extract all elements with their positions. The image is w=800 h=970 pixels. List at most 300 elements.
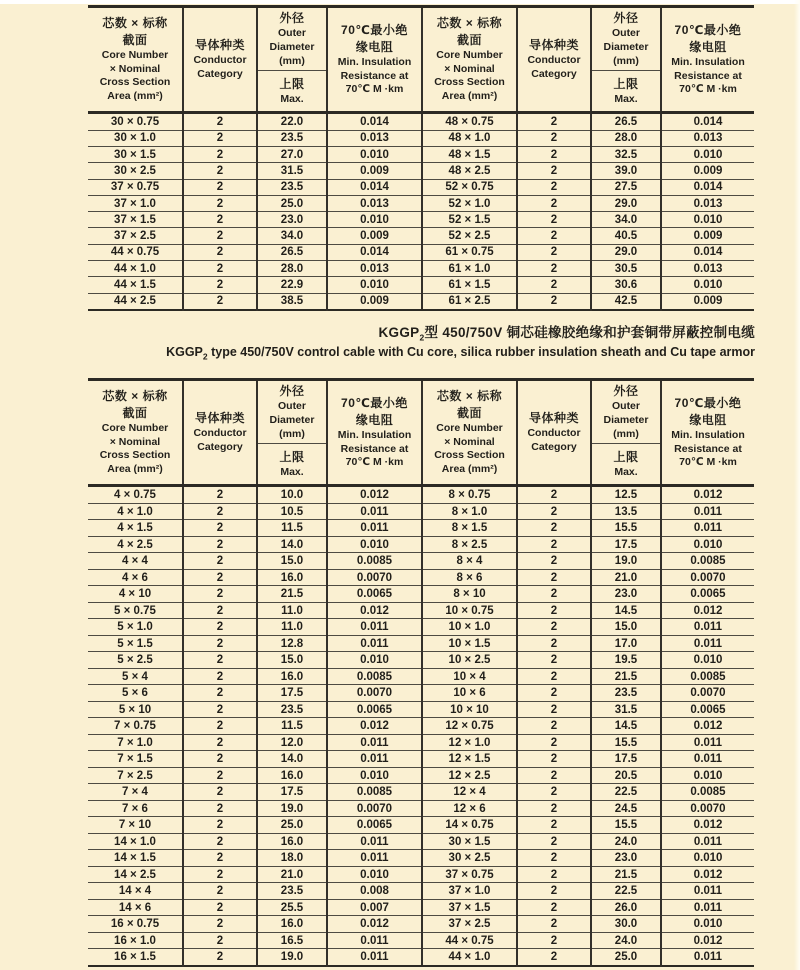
diameter-cell: 30.6 bbox=[591, 277, 661, 293]
spec-cell: 8 × 4 bbox=[422, 553, 517, 570]
resistance-cell: 0.012 bbox=[661, 718, 754, 735]
header-line: 70℃ M ·km bbox=[679, 456, 737, 469]
diameter-cell: 10.5 bbox=[257, 503, 327, 520]
table-row bbox=[88, 113, 421, 130]
category-cell: 2 bbox=[183, 932, 257, 949]
resistance-cell: 0.014 bbox=[327, 179, 421, 195]
header-line: Min. Insulation bbox=[671, 428, 745, 441]
spec-cell: 48 × 1.0 bbox=[422, 130, 517, 146]
resistance-cell: 0.013 bbox=[661, 261, 754, 277]
col-header-conductor-category bbox=[183, 380, 257, 486]
header-line: (mm) bbox=[279, 427, 305, 440]
diameter-cell: 20.5 bbox=[591, 767, 661, 784]
resistance-cell: 0.014 bbox=[661, 244, 754, 260]
diameter-cell: 11.5 bbox=[257, 718, 327, 735]
section-heading bbox=[166, 323, 755, 363]
category-cell: 2 bbox=[517, 277, 591, 293]
spec-cell: 5 × 0.75 bbox=[88, 602, 183, 619]
table-row bbox=[88, 520, 421, 537]
header-line: Outer bbox=[277, 399, 306, 412]
col-header-outer-diameter bbox=[257, 380, 327, 444]
table-row bbox=[422, 486, 754, 504]
spec-cell: 44 × 1.0 bbox=[88, 261, 183, 277]
resistance-cell: 0.009 bbox=[661, 163, 754, 179]
resistance-cell: 0.014 bbox=[661, 113, 754, 130]
col-header-max-limit bbox=[257, 71, 327, 113]
category-cell: 2 bbox=[183, 767, 257, 784]
category-cell: 2 bbox=[183, 718, 257, 735]
col-header-min-insulation-resistance bbox=[661, 7, 754, 113]
category-cell: 2 bbox=[183, 179, 257, 195]
header-line: 芯数 × 标称 bbox=[102, 16, 168, 31]
spec-cell: 10 × 0.75 bbox=[422, 602, 517, 619]
table-row bbox=[88, 652, 421, 669]
resistance-cell: 0.0070 bbox=[661, 685, 754, 702]
header-line: Area (mm²) bbox=[441, 463, 498, 476]
diameter-cell: 25.0 bbox=[257, 817, 327, 834]
table-row bbox=[88, 850, 421, 867]
table-row bbox=[88, 553, 421, 570]
resistance-cell: 0.0085 bbox=[327, 553, 421, 570]
table-row bbox=[88, 536, 421, 553]
header-line: 导体种类 bbox=[528, 411, 579, 426]
diameter-cell: 17.5 bbox=[591, 751, 661, 768]
diameter-cell: 18.0 bbox=[257, 850, 327, 867]
diameter-cell: 19.0 bbox=[591, 553, 661, 570]
diameter-cell: 26.0 bbox=[591, 899, 661, 916]
spec-cell: 30 × 1.0 bbox=[88, 130, 183, 146]
resistance-cell: 0.013 bbox=[327, 261, 421, 277]
resistance-cell: 0.011 bbox=[327, 635, 421, 652]
resistance-cell: 0.012 bbox=[327, 718, 421, 735]
resistance-cell: 0.010 bbox=[327, 652, 421, 669]
diameter-cell: 14.5 bbox=[591, 602, 661, 619]
col-header-conductor-category bbox=[517, 380, 591, 486]
diameter-cell: 22.9 bbox=[257, 277, 327, 293]
diameter-cell: 23.5 bbox=[591, 685, 661, 702]
spec-cell: 5 × 1.0 bbox=[88, 619, 183, 636]
resistance-cell: 0.013 bbox=[661, 130, 754, 146]
spec-cell: 37 × 0.75 bbox=[88, 179, 183, 195]
diameter-cell: 40.5 bbox=[591, 228, 661, 244]
header-line: 上限 bbox=[279, 450, 305, 465]
resistance-cell: 0.012 bbox=[661, 817, 754, 834]
header-line: Diameter bbox=[603, 413, 649, 426]
cable-spec-table-bottom bbox=[88, 378, 755, 967]
spec-cell: 14 × 4 bbox=[88, 883, 183, 900]
resistance-cell: 0.012 bbox=[327, 916, 421, 933]
spec-cell: 37 × 1.0 bbox=[422, 883, 517, 900]
resistance-cell: 0.013 bbox=[327, 195, 421, 211]
spec-cell: 30 × 2.5 bbox=[422, 850, 517, 867]
category-cell: 2 bbox=[183, 277, 257, 293]
table-row bbox=[422, 277, 754, 293]
diameter-cell: 26.5 bbox=[591, 113, 661, 130]
spec-cell: 7 × 2.5 bbox=[88, 767, 183, 784]
category-cell: 2 bbox=[183, 701, 257, 718]
diameter-cell: 30.5 bbox=[591, 261, 661, 277]
diameter-cell: 27.0 bbox=[257, 146, 327, 162]
category-cell: 2 bbox=[183, 261, 257, 277]
table-row bbox=[422, 179, 754, 195]
header-line: Outer bbox=[277, 26, 306, 39]
diameter-cell: 24.0 bbox=[591, 833, 661, 850]
header-line: 缘电阻 bbox=[355, 412, 394, 427]
header-line: 上限 bbox=[613, 77, 639, 92]
resistance-cell: 0.010 bbox=[661, 277, 754, 293]
table-row bbox=[422, 899, 754, 916]
spec-cell: 52 × 2.5 bbox=[422, 228, 517, 244]
diameter-cell: 12.5 bbox=[591, 486, 661, 504]
spec-cell: 48 × 0.75 bbox=[422, 113, 517, 130]
table-row bbox=[88, 916, 421, 933]
category-cell: 2 bbox=[517, 685, 591, 702]
table-row bbox=[422, 195, 754, 211]
category-cell: 2 bbox=[183, 503, 257, 520]
diameter-cell: 21.5 bbox=[591, 866, 661, 883]
category-cell: 2 bbox=[183, 586, 257, 603]
resistance-cell: 0.0065 bbox=[327, 701, 421, 718]
spec-cell: 48 × 1.5 bbox=[422, 146, 517, 162]
diameter-cell: 15.0 bbox=[257, 652, 327, 669]
spec-cell: 44 × 2.5 bbox=[88, 293, 183, 310]
spec-cell: 44 × 1.0 bbox=[422, 949, 517, 966]
resistance-cell: 0.0070 bbox=[327, 800, 421, 817]
header-line: Area (mm²) bbox=[107, 90, 163, 103]
table-row bbox=[88, 866, 421, 883]
resistance-cell: 0.010 bbox=[327, 212, 421, 228]
resistance-cell: 0.011 bbox=[327, 833, 421, 850]
table-row bbox=[88, 718, 421, 735]
header-line: Category bbox=[531, 441, 577, 454]
category-cell: 2 bbox=[183, 113, 257, 130]
header-line: 缘电阻 bbox=[689, 39, 727, 54]
header-line: Diameter bbox=[269, 413, 315, 426]
diameter-cell: 19.0 bbox=[257, 800, 327, 817]
table-row bbox=[422, 146, 754, 162]
header-line: Core Number bbox=[436, 48, 503, 61]
resistance-cell: 0.011 bbox=[661, 520, 754, 537]
resistance-cell: 0.010 bbox=[327, 866, 421, 883]
diameter-cell: 21.5 bbox=[257, 586, 327, 603]
category-cell: 2 bbox=[517, 701, 591, 718]
resistance-cell: 0.010 bbox=[661, 916, 754, 933]
resistance-cell: 0.011 bbox=[327, 949, 421, 966]
spec-cell: 7 × 1.5 bbox=[88, 751, 183, 768]
category-cell: 2 bbox=[183, 195, 257, 211]
resistance-cell: 0.011 bbox=[661, 751, 754, 768]
header-line: 70℃ M ·km bbox=[679, 83, 737, 96]
table-row bbox=[422, 833, 754, 850]
diameter-cell: 17.5 bbox=[257, 685, 327, 702]
table-row bbox=[422, 850, 754, 867]
diameter-cell: 25.0 bbox=[591, 949, 661, 966]
category-cell: 2 bbox=[183, 146, 257, 162]
category-cell: 2 bbox=[183, 833, 257, 850]
resistance-cell: 0.013 bbox=[661, 195, 754, 211]
category-cell: 2 bbox=[517, 146, 591, 162]
resistance-cell: 0.011 bbox=[661, 883, 754, 900]
spec-cell: 52 × 1.5 bbox=[422, 212, 517, 228]
header-line: Min. Insulation bbox=[671, 55, 745, 68]
table-row bbox=[88, 635, 421, 652]
spec-cell: 8 × 0.75 bbox=[422, 486, 517, 504]
table-row bbox=[422, 883, 754, 900]
resistance-cell: 0.012 bbox=[661, 602, 754, 619]
category-cell: 2 bbox=[183, 817, 257, 834]
category-cell: 2 bbox=[183, 668, 257, 685]
diameter-cell: 39.0 bbox=[591, 163, 661, 179]
table-row bbox=[422, 866, 754, 883]
diameter-cell: 24.5 bbox=[591, 800, 661, 817]
diameter-cell: 22.5 bbox=[591, 784, 661, 801]
resistance-cell: 0.0085 bbox=[327, 784, 421, 801]
category-cell: 2 bbox=[517, 228, 591, 244]
header-line: 截面 bbox=[456, 405, 482, 420]
spec-cell: 7 × 0.75 bbox=[88, 718, 183, 735]
diameter-cell: 23.0 bbox=[591, 586, 661, 603]
table-row bbox=[422, 932, 754, 949]
category-cell: 2 bbox=[517, 261, 591, 277]
diameter-cell: 16.0 bbox=[257, 668, 327, 685]
category-cell: 2 bbox=[517, 668, 591, 685]
diameter-cell: 32.5 bbox=[591, 146, 661, 162]
category-cell: 2 bbox=[183, 916, 257, 933]
col-header-outer-diameter bbox=[591, 7, 661, 71]
category-cell: 2 bbox=[517, 784, 591, 801]
col-header-conductor-category bbox=[517, 7, 591, 113]
spec-cell: 10 × 2.5 bbox=[422, 652, 517, 669]
table-row bbox=[88, 619, 421, 636]
category-cell: 2 bbox=[517, 586, 591, 603]
table-row bbox=[422, 602, 754, 619]
header-line: 外径 bbox=[279, 11, 305, 25]
diameter-cell: 29.0 bbox=[591, 244, 661, 260]
header-line: 截面 bbox=[122, 32, 148, 47]
spec-cell: 37 × 1.5 bbox=[88, 212, 183, 228]
resistance-cell: 0.011 bbox=[661, 899, 754, 916]
table-row bbox=[422, 503, 754, 520]
diameter-cell: 12.0 bbox=[257, 734, 327, 751]
resistance-cell: 0.010 bbox=[327, 767, 421, 784]
table-row bbox=[422, 701, 754, 718]
spec-cell: 4 × 2.5 bbox=[88, 536, 183, 553]
spec-cell: 10 × 10 bbox=[422, 701, 517, 718]
category-cell: 2 bbox=[517, 212, 591, 228]
table-row bbox=[88, 701, 421, 718]
spec-cell: 7 × 6 bbox=[88, 800, 183, 817]
diameter-cell: 19.0 bbox=[257, 949, 327, 966]
category-cell: 2 bbox=[183, 244, 257, 260]
spec-cell: 10 × 4 bbox=[422, 668, 517, 685]
resistance-cell: 0.009 bbox=[327, 163, 421, 179]
category-cell: 2 bbox=[183, 784, 257, 801]
header-line: Min. Insulation bbox=[337, 428, 412, 441]
category-cell: 2 bbox=[517, 899, 591, 916]
spec-cell: 37 × 0.75 bbox=[422, 866, 517, 883]
header-line: Category bbox=[197, 68, 243, 81]
table-row bbox=[88, 932, 421, 949]
table-row bbox=[422, 767, 754, 784]
category-cell: 2 bbox=[183, 850, 257, 867]
diameter-cell: 15.5 bbox=[591, 520, 661, 537]
header-line: 截面 bbox=[122, 405, 148, 420]
category-cell: 2 bbox=[517, 817, 591, 834]
diameter-cell: 25.5 bbox=[257, 899, 327, 916]
col-header-outer-diameter bbox=[591, 380, 661, 444]
table-row bbox=[88, 228, 421, 244]
diameter-cell: 14.0 bbox=[257, 536, 327, 553]
spec-cell: 12 × 0.75 bbox=[422, 718, 517, 735]
diameter-cell: 23.0 bbox=[257, 212, 327, 228]
col-header-max-limit bbox=[591, 444, 661, 486]
diameter-cell: 23.0 bbox=[591, 850, 661, 867]
diameter-cell: 27.5 bbox=[591, 179, 661, 195]
header-line: Conductor bbox=[193, 54, 247, 67]
table-row bbox=[422, 261, 754, 277]
spec-cell: 10 × 1.0 bbox=[422, 619, 517, 636]
spec-cell: 44 × 0.75 bbox=[422, 932, 517, 949]
spec-cell: 4 × 4 bbox=[88, 553, 183, 570]
resistance-cell: 0.011 bbox=[661, 949, 754, 966]
category-cell: 2 bbox=[517, 800, 591, 817]
spec-cell: 16 × 1.0 bbox=[88, 932, 183, 949]
table-row bbox=[88, 784, 421, 801]
header-line: Cross Section bbox=[434, 449, 505, 462]
category-cell: 2 bbox=[183, 163, 257, 179]
table-row bbox=[88, 751, 421, 768]
category-cell: 2 bbox=[183, 652, 257, 669]
resistance-cell: 0.010 bbox=[661, 652, 754, 669]
resistance-cell: 0.0070 bbox=[327, 685, 421, 702]
spec-cell: 30 × 1.5 bbox=[88, 146, 183, 162]
category-cell: 2 bbox=[517, 850, 591, 867]
header-line: 70℃ M ·km bbox=[345, 456, 404, 469]
category-cell: 2 bbox=[517, 767, 591, 784]
table-row bbox=[422, 635, 754, 652]
header-line: × Nominal bbox=[109, 62, 161, 75]
diameter-cell: 16.0 bbox=[257, 569, 327, 586]
resistance-cell: 0.011 bbox=[661, 635, 754, 652]
col-header-min-insulation-resistance bbox=[327, 380, 421, 486]
table-row bbox=[88, 817, 421, 834]
header-line: Resistance at bbox=[340, 442, 409, 455]
spec-cell: 30 × 2.5 bbox=[88, 163, 183, 179]
table-row bbox=[422, 113, 754, 130]
category-cell: 2 bbox=[183, 536, 257, 553]
category-cell: 2 bbox=[517, 734, 591, 751]
diameter-cell: 29.0 bbox=[591, 195, 661, 211]
diameter-cell: 16.5 bbox=[257, 932, 327, 949]
table-row bbox=[88, 586, 421, 603]
table-row bbox=[88, 767, 421, 784]
category-cell: 2 bbox=[183, 553, 257, 570]
header-line: Outer bbox=[611, 399, 640, 412]
table-row bbox=[88, 130, 421, 146]
diameter-cell: 15.0 bbox=[591, 619, 661, 636]
header-line: Diameter bbox=[269, 40, 315, 53]
spec-cell: 5 × 4 bbox=[88, 668, 183, 685]
diameter-cell: 26.5 bbox=[257, 244, 327, 260]
diameter-cell: 31.5 bbox=[257, 163, 327, 179]
spec-cell: 12 × 6 bbox=[422, 800, 517, 817]
header-line: Resistance at bbox=[674, 442, 742, 455]
diameter-cell: 23.5 bbox=[257, 883, 327, 900]
col-header-max-limit bbox=[591, 71, 661, 113]
category-cell: 2 bbox=[517, 718, 591, 735]
spec-cell: 12 × 4 bbox=[422, 784, 517, 801]
header-line: Conductor bbox=[527, 427, 581, 440]
table-row bbox=[88, 949, 421, 966]
resistance-cell: 0.011 bbox=[327, 850, 421, 867]
spec-cell: 61 × 2.5 bbox=[422, 293, 517, 310]
resistance-cell: 0.0085 bbox=[661, 553, 754, 570]
spec-cell: 14 × 1.0 bbox=[88, 833, 183, 850]
table-row bbox=[88, 899, 421, 916]
header-line: Cross Section bbox=[99, 449, 171, 462]
table-row bbox=[422, 586, 754, 603]
spec-cell: 10 × 1.5 bbox=[422, 635, 517, 652]
spec-cell: 4 × 1.0 bbox=[88, 503, 183, 520]
resistance-cell: 0.012 bbox=[661, 932, 754, 949]
spec-cell: 52 × 1.0 bbox=[422, 195, 517, 211]
category-cell: 2 bbox=[517, 553, 591, 570]
spec-cell: 4 × 10 bbox=[88, 586, 183, 603]
header-line: Area (mm²) bbox=[441, 90, 498, 103]
resistance-cell: 0.012 bbox=[661, 866, 754, 883]
header-line: Category bbox=[531, 68, 577, 81]
table-row bbox=[88, 668, 421, 685]
cable-table-top-left-half bbox=[88, 5, 421, 311]
table-row bbox=[88, 146, 421, 162]
diameter-cell: 24.0 bbox=[591, 932, 661, 949]
category-cell: 2 bbox=[517, 883, 591, 900]
table-row bbox=[88, 179, 421, 195]
resistance-cell: 0.009 bbox=[661, 293, 754, 310]
diameter-cell: 28.0 bbox=[591, 130, 661, 146]
resistance-cell: 0.0070 bbox=[661, 569, 754, 586]
spec-cell: 5 × 2.5 bbox=[88, 652, 183, 669]
header-line: 芯数 × 标称 bbox=[102, 389, 168, 404]
col-header-core-number bbox=[422, 7, 517, 113]
category-cell: 2 bbox=[517, 130, 591, 146]
category-cell: 2 bbox=[183, 602, 257, 619]
resistance-cell: 0.010 bbox=[327, 277, 421, 293]
spec-cell: 12 × 2.5 bbox=[422, 767, 517, 784]
spec-cell: 61 × 1.0 bbox=[422, 261, 517, 277]
header-line: × Nominal bbox=[444, 62, 495, 75]
category-cell: 2 bbox=[183, 734, 257, 751]
header-line: Outer bbox=[611, 26, 640, 39]
spec-cell: 61 × 1.5 bbox=[422, 277, 517, 293]
category-cell: 2 bbox=[183, 569, 257, 586]
cable-spec-table-top bbox=[88, 5, 755, 311]
category-cell: 2 bbox=[517, 751, 591, 768]
spec-cell: 5 × 10 bbox=[88, 701, 183, 718]
spec-cell: 52 × 0.75 bbox=[422, 179, 517, 195]
resistance-cell: 0.008 bbox=[327, 883, 421, 900]
resistance-cell: 0.010 bbox=[327, 536, 421, 553]
table-row bbox=[88, 685, 421, 702]
diameter-cell: 12.8 bbox=[257, 635, 327, 652]
header-line: Category bbox=[197, 441, 243, 454]
category-cell: 2 bbox=[183, 520, 257, 537]
resistance-cell: 0.010 bbox=[661, 767, 754, 784]
category-cell: 2 bbox=[517, 486, 591, 504]
category-cell: 2 bbox=[517, 635, 591, 652]
header-line: Conductor bbox=[527, 54, 581, 67]
spec-cell: 37 × 1.5 bbox=[422, 899, 517, 916]
